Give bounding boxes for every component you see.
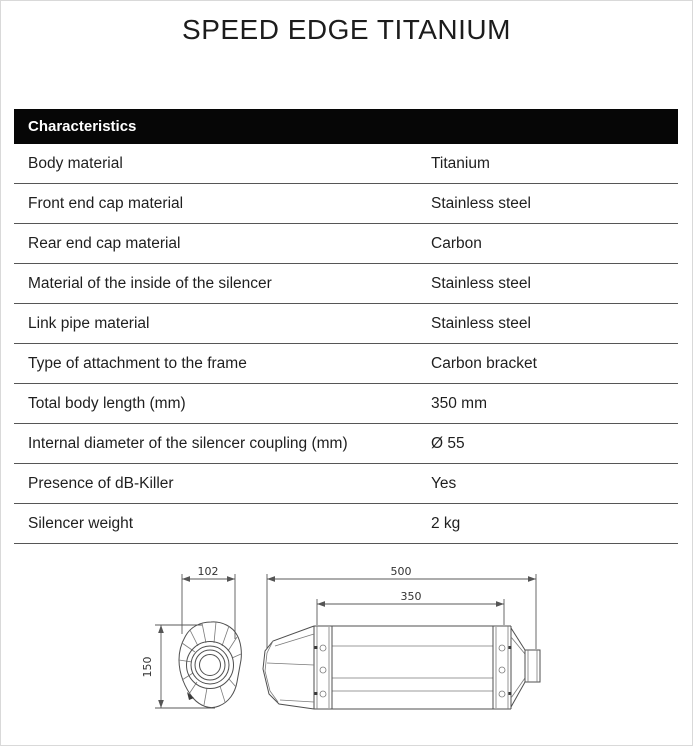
dimension-350 <box>317 590 504 625</box>
bolt-detail <box>187 692 194 700</box>
table-row <box>14 504 678 544</box>
characteristics-table <box>14 109 678 544</box>
spec-value: Stainless steel <box>431 275 531 292</box>
spec-label: Internal diameter of the silencer coupling (mm) <box>28 435 348 452</box>
spec-label: Body material <box>28 155 123 172</box>
spec-label: Presence of dB-Killer <box>28 475 174 492</box>
spec-value: Carbon bracket <box>431 355 537 372</box>
table-row <box>14 144 678 184</box>
dim-label-102: 102 <box>197 565 219 578</box>
dim-label-500: 500 <box>390 565 412 578</box>
silencer-end-view <box>179 622 241 708</box>
spec-value: Stainless steel <box>431 315 531 332</box>
spec-value: Stainless steel <box>431 195 531 212</box>
technical-drawing <box>1 547 693 746</box>
spec-label: Type of attachment to the frame <box>28 355 247 372</box>
dim-label-350: 350 <box>400 590 422 603</box>
dim-label-150: 150 <box>141 656 154 678</box>
table-row <box>14 424 678 464</box>
table-row <box>14 224 678 264</box>
spec-value: Titanium <box>431 155 490 172</box>
spec-label: Rear end cap material <box>28 235 181 252</box>
dimension-102 <box>182 565 235 639</box>
spec-value: Carbon <box>431 235 482 252</box>
spec-value: Ø 55 <box>431 435 465 452</box>
table-row <box>14 464 678 504</box>
table-row <box>14 184 678 224</box>
spec-value: 350 mm <box>431 395 487 412</box>
table-row <box>14 304 678 344</box>
spec-label: Total body length (mm) <box>28 395 186 412</box>
table-row <box>14 384 678 424</box>
spec-label: Silencer weight <box>28 515 134 532</box>
table-row <box>14 264 678 304</box>
table-header: Characteristics <box>14 109 678 144</box>
table-row <box>14 344 678 384</box>
spec-value: 2 kg <box>431 515 461 532</box>
spec-label: Front end cap material <box>28 195 184 212</box>
spec-label: Link pipe material <box>28 315 150 332</box>
silencer-side-view <box>263 626 540 709</box>
spec-value: Yes <box>431 475 457 492</box>
spec-label: Material of the inside of the silencer <box>28 275 272 292</box>
page-title: SPEED EDGE TITANIUM <box>182 14 511 45</box>
dimension-150 <box>141 625 215 708</box>
